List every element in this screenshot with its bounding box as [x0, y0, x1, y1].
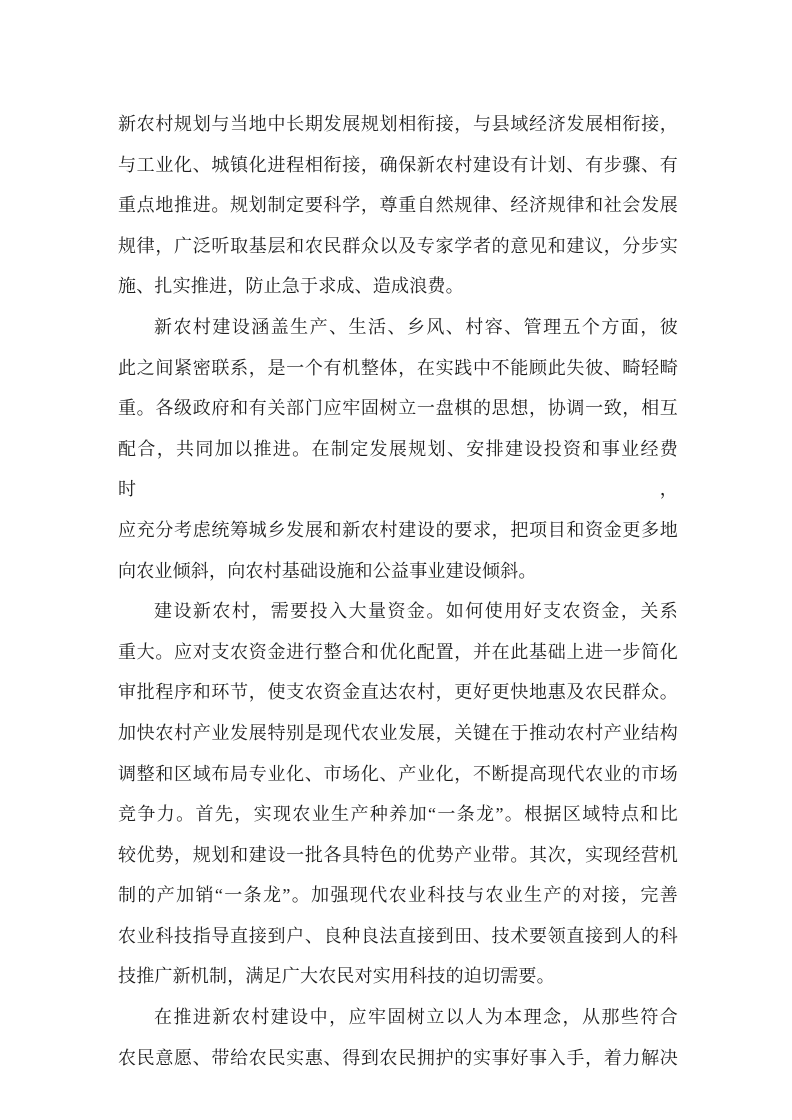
- text-line: 新农村规划与当地中长期发展规划相衔接，与县域经济发展相衔接，: [118, 114, 678, 134]
- text-line: 建设新农村，需要投入大量资金。如何使用好支农资金，关系: [154, 601, 678, 622]
- text-line: 向农业倾斜，向农村基础设施和公益事业建设倾斜。: [118, 560, 537, 581]
- text-line: 重点地推进。规划制定要科学，尊重自然规律、经济规律和社会发展: [118, 195, 678, 216]
- text-line: 施、扎实推进，防止急于求成、造成浪费。: [118, 276, 464, 297]
- text-line: 应充分考虑统筹城乡发展和新农村建设的要求，把项目和资金更多地: [118, 519, 678, 540]
- text-line: 与工业化、城镇化进程相衔接，确保新农村建设有计划、有步骤、有: [118, 154, 678, 175]
- text-line: 重。各级政府和有关部门应牢固树立一盘棋的思想，协调一致，相互: [118, 398, 678, 419]
- text-line: 新农村建设涵盖生产、生活、乡风、村容、管理五个方面，彼: [154, 316, 678, 337]
- text-line: 审批程序和环节，使支农资金直达农村，更好更快地惠及农民群众。: [118, 682, 678, 703]
- text-line: 竞争力。首先，实现农业生产种养加“一条龙”。根据区域特点和比: [118, 804, 678, 825]
- text-line: 在推进新农村建设中，应牢固树立以人为本理念，从那些符合: [154, 1007, 678, 1028]
- text-line: 规律，广泛听取基层和农民群众以及专家学者的意见和建议，分步实: [118, 235, 678, 256]
- text-line: 农业科技指导直接到户、良种良法直接到田、技术要领直接到人的科: [118, 925, 678, 946]
- text-line: 配合，共同加以推进。在制定发展规划、安排建设投资和事业经费时，: [118, 438, 678, 500]
- text-line: 此之间紧密联系，是一个有机整体，在实践中不能顾此失彼、畸轻畸: [118, 357, 678, 378]
- text-line: 农民意愿、带给农民实惠、得到农民拥护的实事好事入手，着力解决: [118, 1047, 678, 1068]
- text-line: 调整和区域布局专业化、市场化、产业化，不断提高现代农业的市场: [118, 763, 678, 784]
- text-line: 重大。应对支农资金进行整合和优化配置，并在此基础上进一步简化: [118, 641, 678, 662]
- text-line: 技推广新机制，满足广大农民对实用科技的迫切需要。: [118, 966, 555, 987]
- text-line: 制的产加销“一条龙”。加强现代农业科技与农业生产的对接，完善: [118, 885, 678, 906]
- document-body: [118, 104, 678, 1078]
- text-line: 较优势，规划和建设一批各具特色的优势产业带。其次，实现经营机: [118, 844, 678, 865]
- text-line: 加快农村产业发展特别是现代农业发展，关键在于推动农村产业结构: [118, 722, 678, 743]
